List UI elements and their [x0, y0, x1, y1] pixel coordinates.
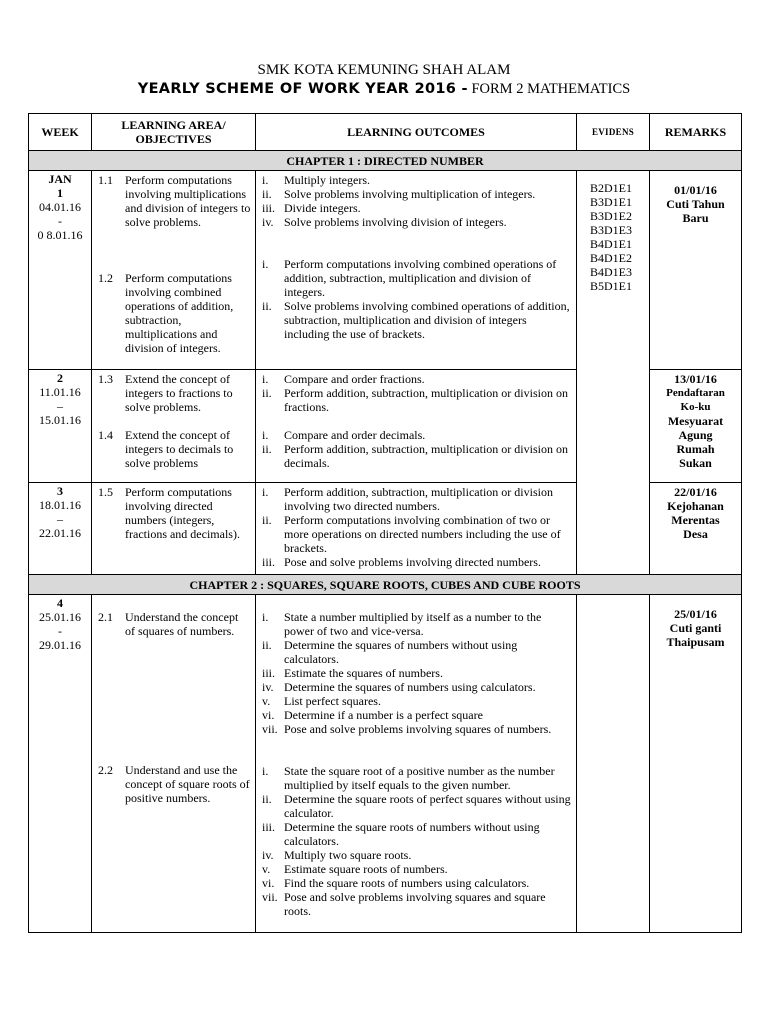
outcome-number: iv.	[262, 680, 274, 694]
outcome-number: iii.	[262, 201, 276, 215]
chapter-2-title: CHAPTER 2 : SQUARES, SQUARE ROOTS, CUBES AND CUBE ROOTS	[29, 575, 742, 595]
week-separator: -	[58, 214, 62, 228]
outcome-text: State a number multiplied by itself as a number to the power of two and vice-versa.	[284, 610, 542, 638]
week-separator: –	[57, 399, 63, 413]
outcome-number: ii.	[262, 513, 272, 527]
outcome-number: vi.	[262, 876, 275, 890]
week-cell	[29, 483, 92, 575]
outcome-number: ii.	[262, 442, 272, 456]
outcome-text: State the square root of a positive number as the number multiplied by itself equals to the given number.	[284, 764, 555, 792]
outcome-group	[262, 610, 573, 764]
objective-text: Perform computations involving combined operations of addition, subtraction, multiplications and division of integers.	[125, 271, 234, 355]
outcome-number: i.	[262, 428, 269, 442]
outcome-group	[262, 257, 573, 341]
objective-text: Extend the concept of integers to decimals to solve problems	[125, 428, 234, 470]
school-name: SMK KOTA KEMUNING SHAH ALAM	[257, 62, 511, 78]
objective-number: 2.1	[98, 610, 113, 624]
outcome-number: ii.	[262, 299, 272, 313]
remark-text: Merentas	[671, 513, 720, 527]
remark-date: 13/01/16	[674, 372, 717, 386]
header-row	[29, 114, 742, 151]
outcome-number: iii.	[262, 555, 276, 569]
scheme-table	[28, 113, 742, 933]
objective-item	[98, 428, 251, 470]
outcome-text: Determine the squares of numbers using calculators.	[284, 680, 536, 694]
week-cell	[29, 370, 92, 483]
outcome-item	[262, 201, 573, 215]
outcome-text: Perform addition, subtraction, multiplication or division involving two directed numbers.	[284, 485, 553, 513]
objectives-cell	[92, 483, 256, 575]
outcome-text: Perform addition, subtraction, multiplication or division on decimals.	[284, 442, 568, 470]
outcome-number: vii.	[262, 890, 278, 904]
week-number: 1	[57, 186, 63, 200]
outcome-text: Determine the squares of numbers without using calculators.	[284, 638, 518, 666]
remark-text: Baru	[682, 211, 709, 225]
outcome-text: Solve problems involving division of integers.	[284, 215, 507, 229]
outcome-text: Compare and order fractions.	[284, 372, 425, 386]
outcome-item	[262, 666, 573, 680]
outcome-number: iv.	[262, 848, 274, 862]
outcome-number: v.	[262, 862, 271, 876]
outcome-item	[262, 610, 573, 638]
col-learning-area	[92, 114, 256, 151]
outcome-item	[262, 848, 573, 862]
week-number: 3	[57, 484, 63, 498]
objectives-cell	[92, 595, 256, 933]
outcome-text: Perform computations involving combined operations of addition, subtraction, multiplication and division of integers.	[284, 257, 557, 299]
col-week: WEEK	[29, 114, 92, 151]
outcome-text: Find the square roots of numbers using calculators.	[284, 876, 530, 890]
outcome-text: Compare and order decimals.	[284, 428, 426, 442]
outcome-number: i.	[262, 610, 269, 624]
objective-text: Understand and use the concept of square roots of positive numbers.	[125, 763, 250, 805]
outcome-text: Determine the square roots of numbers without using calculators.	[284, 820, 540, 848]
outcome-item	[262, 257, 573, 299]
objective-item	[98, 610, 251, 763]
remark-text: Pendaftaran	[666, 387, 725, 399]
outcomes-cell	[256, 370, 577, 483]
remark-date: 01/01/16	[674, 183, 717, 197]
outcome-number: iv.	[262, 215, 274, 229]
outcome-item	[262, 485, 573, 513]
week-cell	[29, 595, 92, 933]
outcome-item	[262, 708, 573, 722]
outcome-text: Estimate the squares of numbers.	[284, 666, 443, 680]
outcome-number: v.	[262, 694, 271, 708]
outcome-text: Solve problems involving combined operations of addition, subtraction, multiplication and division of integers including the use of brackets.	[284, 299, 570, 341]
outcome-number: ii.	[262, 386, 272, 400]
outcome-item	[262, 215, 573, 229]
outcome-item	[262, 820, 573, 848]
outcome-group	[262, 764, 573, 918]
outcome-number: ii.	[262, 792, 272, 806]
outcome-number: i.	[262, 372, 269, 386]
document-header	[0, 62, 768, 98]
outcome-number: i.	[262, 485, 269, 499]
remark-text: Mesyuarat	[667, 414, 724, 428]
chapter-row	[29, 151, 742, 171]
objective-text: Perform computations involving directed numbers (integers, fractions and decimals).	[125, 485, 240, 541]
objective-item	[98, 763, 251, 805]
evidens-code: B2D1E1	[590, 181, 632, 195]
week-end: 15.01.16	[39, 413, 81, 427]
week-separator: -	[58, 624, 62, 638]
outcome-item	[262, 299, 573, 341]
week-row	[29, 171, 742, 370]
outcome-item	[262, 386, 573, 414]
evidens-code: B5D1E1	[590, 279, 632, 293]
outcome-item	[262, 513, 573, 555]
objective-number: 1.2	[98, 271, 113, 285]
outcome-number: i.	[262, 173, 269, 187]
evidens-code: B3D1E1	[590, 195, 632, 209]
outcome-text: Multiply integers.	[284, 173, 370, 187]
outcome-item	[262, 638, 573, 666]
evidens-code: B3D1E2	[590, 209, 632, 223]
outcome-text: Multiply two square roots.	[284, 848, 412, 862]
outcome-text: Pose and solve problems involving squares and square roots.	[284, 890, 546, 918]
outcome-number: i.	[262, 257, 269, 271]
outcome-number: iii.	[262, 820, 276, 834]
week-number: 4	[57, 596, 63, 610]
objective-number: 1.4	[98, 428, 113, 442]
outcome-number: iii.	[262, 666, 276, 680]
remark-text: Thaipusam	[666, 635, 725, 649]
objective-number: 1.5	[98, 485, 113, 499]
outcome-number: ii.	[262, 638, 272, 652]
objective-number: 1.1	[98, 173, 113, 187]
outcome-item	[262, 764, 573, 792]
outcome-item	[262, 187, 573, 201]
remark-text: Sukan	[679, 456, 712, 470]
outcome-text: Perform computations involving combination of two or more operations on directed numbers including the use of brackets.	[284, 513, 561, 555]
outcome-item	[262, 442, 573, 470]
remark-text: Cuti ganti	[669, 621, 722, 635]
document-title	[0, 80, 768, 98]
outcome-text: Solve problems involving multiplication of integers.	[284, 187, 536, 201]
remark-date: 25/01/16	[674, 607, 717, 621]
remarks-cell	[650, 171, 742, 370]
evidens-cell	[577, 171, 650, 575]
objectives-cell	[92, 171, 256, 370]
objective-number: 2.2	[98, 763, 113, 777]
evidens-code: B4D1E2	[590, 251, 632, 265]
week-end: 0 8.01.16	[37, 228, 83, 242]
outcome-group	[262, 372, 573, 428]
outcomes-cell	[256, 483, 577, 575]
week-start: 11.01.16	[39, 385, 81, 399]
evidens-code: B4D1E1	[590, 237, 632, 251]
week-end: 29.01.16	[39, 638, 81, 652]
remark-text: Cuti Tahun	[666, 197, 725, 211]
chapter-1-title: CHAPTER 1 : DIRECTED NUMBER	[29, 151, 742, 171]
week-month: JAN	[48, 172, 72, 186]
outcome-number: i.	[262, 764, 269, 778]
outcome-item	[262, 680, 573, 694]
outcome-text: Pose and solve problems involving squares of numbers.	[284, 722, 552, 736]
evidens-code: B4D1E3	[590, 265, 632, 279]
objective-number: 1.3	[98, 372, 113, 386]
objective-item	[98, 173, 251, 271]
objective-text: Understand the concept of squares of numbers.	[125, 610, 239, 638]
title-subject: FORM 2 MATHEMATICS	[471, 81, 631, 97]
evidens-cell-empty	[577, 595, 650, 933]
objective-item	[98, 485, 251, 541]
outcome-item	[262, 862, 573, 876]
outcome-item	[262, 876, 573, 890]
objective-text: Extend the concept of integers to fractions to solve problems.	[125, 372, 233, 414]
week-end: 22.01.16	[39, 526, 81, 540]
chapter-row	[29, 575, 742, 595]
outcome-number: vii.	[262, 722, 278, 736]
week-cell	[29, 171, 92, 370]
col-learning-area-line1: LEARNING AREA/	[121, 118, 226, 132]
week-number: 2	[57, 371, 63, 385]
outcome-item	[262, 890, 573, 918]
outcome-text: List perfect squares.	[284, 694, 381, 708]
week-separator: –	[57, 512, 63, 526]
outcome-item	[262, 722, 573, 736]
outcome-text: Pose and solve problems involving directed numbers.	[284, 555, 541, 569]
remark-text: Agung	[678, 428, 713, 442]
col-evidens: EVIDENS	[577, 114, 650, 151]
col-learning-area-line2: OBJECTIVES	[135, 132, 212, 146]
outcome-item	[262, 428, 573, 442]
objective-item	[98, 372, 251, 428]
outcome-item	[262, 173, 573, 187]
remarks-cell	[650, 370, 742, 483]
week-start: 18.01.16	[39, 498, 81, 512]
remark-date: 22/01/16	[674, 485, 717, 499]
outcome-item	[262, 555, 573, 569]
title-main: YEARLY SCHEME OF WORK YEAR 2016 -	[137, 81, 468, 97]
objective-text: Perform computations involving multiplications and division of integers to solve problems.	[125, 173, 251, 229]
outcome-group	[262, 485, 573, 569]
outcomes-cell	[256, 171, 577, 370]
outcomes-cell	[256, 595, 577, 933]
evidens-code: B3D1E3	[590, 223, 632, 237]
remark-text: Ko-ku	[680, 401, 711, 413]
outcome-group	[262, 428, 573, 470]
outcome-item	[262, 372, 573, 386]
outcome-text: Determine the square roots of perfect squares without using calculator.	[284, 792, 571, 820]
objective-item	[98, 271, 251, 355]
col-outcomes: LEARNING OUTCOMES	[256, 114, 577, 151]
remark-text: Desa	[683, 527, 708, 541]
remark-text: Kejohanan	[667, 499, 724, 513]
remarks-cell	[650, 483, 742, 575]
week-start: 04.01.16	[39, 200, 81, 214]
outcome-text: Estimate square roots of numbers.	[284, 862, 448, 876]
outcome-item	[262, 792, 573, 820]
col-remarks: REMARKS	[650, 114, 742, 151]
week-start: 25.01.16	[39, 610, 81, 624]
remarks-cell	[650, 595, 742, 933]
outcome-text: Perform addition, subtraction, multiplication or division on fractions.	[284, 386, 568, 414]
outcome-number: vi.	[262, 708, 275, 722]
week-row	[29, 595, 742, 933]
outcome-text: Determine if a number is a perfect square	[284, 708, 483, 722]
outcome-item	[262, 694, 573, 708]
outcome-text: Divide integers.	[284, 201, 361, 215]
objectives-cell	[92, 370, 256, 483]
outcome-group	[262, 173, 573, 257]
remark-text: Rumah	[676, 442, 715, 456]
outcome-number: ii.	[262, 187, 272, 201]
